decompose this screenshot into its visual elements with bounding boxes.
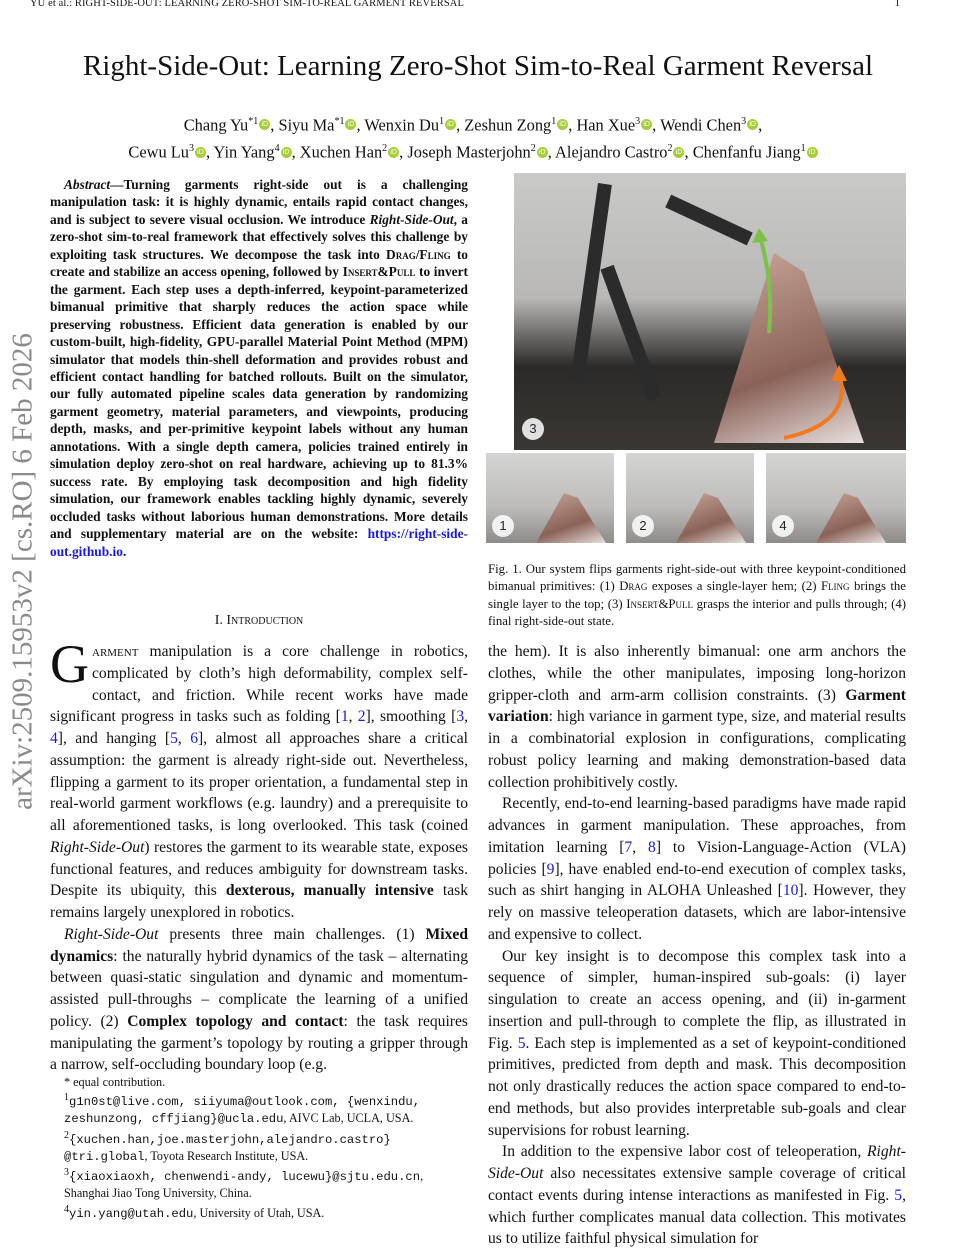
citation-link[interactable]: 5 (517, 1034, 526, 1052)
text-span: Fig. 1. Our system flips garments right-side-out with three keypoint-conditioned bimanual primitives: (1) (488, 562, 906, 594)
text-span: . Each step is implemented as a set of keypoint-conditioned primitives, predicted from depth and mask. This decomposition not only drastically reduces the action space compared to end-to-end methods, but also provides interpretable sub-goals and clear supervisions for robust learning. (488, 1034, 907, 1139)
author-name: Xuchen Han (299, 142, 383, 162)
text-span: Right-Side-Out (369, 211, 454, 227)
text-span: arment (92, 643, 139, 660)
affiliation-mark: 1 (439, 116, 445, 127)
paragraph (488, 1141, 906, 1250)
footnote (50, 1202, 468, 1222)
orcid-icon[interactable]: iD (345, 119, 356, 130)
text-span: grasps the interior and pulls through; (4) final right-side-out state. (488, 596, 906, 628)
footnotes (50, 1074, 468, 1222)
orcid-icon[interactable]: iD (195, 147, 206, 158)
author-name: Chenfanfu Jiang (692, 142, 801, 162)
text-span: , University of Utah, USA. (193, 1205, 325, 1220)
text-span: In addition to the expensive labor cost of teleoperation, (502, 1143, 868, 1161)
text-span: —Turning garments right-side out is a challenging manipulation task: it is highly dynamic, entails rapid contact changes, and is subject to severe visual occlusion. We introduce (50, 177, 468, 227)
text-span: . (122, 543, 127, 559)
footnote (50, 1128, 468, 1165)
text-span: , (632, 838, 649, 856)
text-span: ]. However, they rely on massive teleoperation datasets, which are labor-intensive and expensive to collect. (488, 882, 906, 943)
text-span: : the naturally hybrid dynamics of the task – alternating between quasi-static singulation and dynamic and momentum-assisted pull-throughs – complicate the learning of a unified policy. (2) (50, 947, 468, 1030)
author-line-1: Chang Yu$^{*1}$ iD , Siyu Ma$^{*1}$ iD , Wenxin Du$^1$ iD , Zeshun Zong$^1$ iD , Han Xue$^3$ iD , Wendi Chen$^3$ iD , (183, 115, 763, 135)
citation-link[interactable]: 3 (456, 708, 465, 726)
footnote-mark: 4 (64, 1203, 69, 1215)
citation-link[interactable]: 8 (648, 838, 656, 856)
affiliation-mark: *1 (248, 116, 259, 127)
orcid-icon[interactable]: iD (281, 147, 292, 158)
orcid-icon[interactable]: iD (807, 147, 818, 158)
running-head: YU et al.: RIGHT-SIDE-OUT: LEARNING ZERO-SHOT SIM-TO-REAL GARMENT REVERSAL (30, 0, 464, 9)
text-span: to invert the garment. Each step uses a depth-inferred, keypoint-parameterized bimanual primitive that sharply reduces the action space while preserving robustness. Efficient data generation is enabled by our custom-built, high-fidelity, GPU-parallel Material Point Method (MPM) simulator that models thin-shell deformation and provides robust and efficient contact handling for batched rollouts. Built on the simulator, our fully automated pipeline scales data generation by randomizing garment geometry, material parameters, and viewpoints, producing depth, masks, and per-primitive keypoint labels without any human annotations. With a single depth camera, policies trained entirely in simulation deploy zero-shot on real hardware, achieving up to 81.3% success rate. By employing task decomposition and high fidelity simulation, our framework enables tackling highly dynamic, severely occluded tasks without laborious human demonstrations. More details and supplementary material are on the website: (50, 264, 469, 542)
citation-link[interactable]: 7 (624, 838, 633, 856)
text-span: , AIVC Lab, UCLA, USA. (283, 1111, 414, 1126)
drop-cap: G (50, 634, 89, 694)
text-span: Mixed dynamics (50, 925, 468, 965)
author-line-2: Cewu Lu$^3$ iD , Yin Yang$^4$ iD , Xuchen Han$^2$ iD , Joseph Masterjohn$^2$ iD , Alejandro Castro$^2$ iD , Chenfanfu Jiang$^1$ iD (30, 137, 916, 164)
intro-left-column (50, 634, 469, 1076)
author-name: Wendi Chen (660, 115, 742, 135)
text-span: ], have enabled end-to-end execution of complex tasks, such as shirt hanging in ALOHA Unleashed [ (488, 860, 906, 900)
footnote-mark: 3 (64, 1167, 69, 1179)
text-span: the hem). It is also inherently bimanual: one arm anchors the clothes, while the other manipulates, imposing long-horizon gripper-cloth and arm-arm collision constraints. (3) (488, 643, 906, 704)
affiliation-mark: 3 (188, 143, 194, 155)
citation-link[interactable]: 1 (340, 708, 349, 726)
text-span: Garment variation (488, 686, 906, 726)
footnote-mark: 1 (64, 1092, 69, 1104)
orcid-icon[interactable]: iD (445, 119, 456, 130)
figure-label-4: 4 (772, 515, 794, 537)
author-list (30, 110, 916, 165)
footnote-mark: 2 (64, 1129, 69, 1141)
text-span: , (464, 708, 469, 726)
figure-label-2: 2 (632, 515, 654, 537)
figure-thumb-4 (766, 453, 906, 543)
citation-link[interactable]: 2 (357, 708, 366, 726)
email-text: g1n0st@live.com, siiyuma@outlook.com, {wenxindu, zeshunzong, cffjiang}@ucla.edu (64, 1095, 421, 1127)
footnote (50, 1090, 468, 1127)
orcid-icon[interactable]: iD (537, 147, 548, 158)
footnote (50, 1165, 468, 1201)
figure-label-3: 3 (522, 418, 544, 440)
affiliation-mark: 3 (741, 116, 747, 127)
text-span: Fling (820, 579, 850, 594)
orcid-icon[interactable]: iD (259, 119, 270, 130)
affiliation-mark: 3 (635, 116, 641, 127)
text-span: ], almost all approaches share a critical assumption: the garment is already right-side out. Nevertheless, flipping a garment to its proper orientation, a fundamental step in real-world garment workflows (e.g. laundry) and a prerequisite to all aforementioned tasks, is long overlooked. This task (coined (50, 730, 469, 834)
paper-title: Right-Side-Out: Learning Zero-Shot Sim-to-Real Garment Reversal (82, 50, 874, 82)
page-number: 1 (894, 0, 900, 9)
text-span: ) restores the garment to its wearable state, exposes functional features, and reduces ambiguity for downstream tasks. Despite its ubiquity, this (50, 838, 468, 900)
paragraph (488, 793, 906, 945)
orcid-icon[interactable]: iD (388, 147, 399, 158)
text-span: , which further complicates manual data collection. This motivates us to utilize faithful physical simulation for (488, 1186, 906, 1248)
section-heading-introduction: I. Introduction (214, 613, 304, 628)
website-link[interactable]: https://right-side-out.github.io (50, 526, 468, 559)
email-text: yin.yang@utah.edu (69, 1206, 194, 1221)
text-span: manipulation is a core challenge in robotics, complicated by cloth’s high deformability, complex self-contact, and friction. While recent works have made significant progress in tasks such as folding [ (50, 643, 468, 726)
citation-link[interactable]: 6 (190, 730, 199, 747)
intro-right-column (488, 641, 906, 1250)
text-span: to create and stabilize an access opening, followed by (50, 246, 468, 280)
text-span: Abstract (64, 177, 111, 192)
motion-arrows-icon (744, 223, 864, 443)
abstract-text (50, 176, 468, 560)
text-span: Right-Side-Out (64, 925, 159, 943)
text-span: Insert&Pull (626, 596, 694, 611)
author-name: Wenxin Du (364, 115, 440, 135)
text-span: Complex topology and contact (127, 1012, 344, 1030)
text-span: Right-Side-Out (488, 1143, 906, 1182)
text-span: also necessitates extensive sample coverage of critical contact events during intense interactions as manifested in Fig. (488, 1165, 906, 1204)
text-span: brings the single layer to the top; (3) (488, 579, 906, 611)
figure-thumb-1 (486, 453, 614, 543)
author-name: Joseph Masterjohn (407, 142, 531, 162)
text-span: ] to Vision-Language-Action (VLA) policies [ (488, 838, 906, 878)
figure-caption (488, 561, 906, 630)
paragraph (50, 924, 468, 1076)
text-span: Insert&Pull (342, 264, 416, 280)
author-name: Alejandro Castro (555, 142, 668, 162)
text-span: Recently, end-to-end learning-based paradigms have made rapid advances in garment manipulation. These approaches, from imitation learning [ (488, 795, 906, 856)
text-span: Our key insight is to decompose this complex task into a sequence of simpler, human-inspired sub-goals: (i) layer singulation to create an access opening, and (ii) in-garment insertion and pull-through to complete the flip, as illustrated in Fig. (488, 947, 906, 1052)
citation-link[interactable]: 5 (894, 1186, 903, 1204)
email-text: {xuchen.han,joe.masterjohn,alejandro.castro} @tri.global (64, 1132, 391, 1164)
text-span: Drag (619, 579, 648, 594)
author-name: Han Xue (576, 115, 636, 135)
text-span: presents three main challenges. (1) (158, 925, 426, 943)
author-name: Yin Yang (213, 142, 275, 162)
text-span: : high variance in garment type, size, and material results in a combinatorial explosion in configurations, complicating robust policy learning and making demonstration-based data collection prohibitively costly. (488, 708, 906, 791)
affiliation-mark: 2 (530, 143, 536, 155)
text-span: dexterous, manually intensive (225, 882, 434, 900)
citation-link[interactable]: 9 (546, 860, 555, 878)
arxiv-stamp: arXiv:2509.15953v2 [cs.RO] 6 Feb 2026 (6, 333, 39, 810)
text-span: , Shanghai Jiao Tong University, China. (64, 1169, 424, 1201)
text-span: ], and hanging [ (57, 730, 171, 747)
affiliation-mark: 1 (800, 143, 806, 155)
affiliation-mark: 4 (274, 143, 280, 155)
citation-link[interactable]: 5 (170, 730, 178, 747)
author-name: Zeshun Zong (464, 115, 552, 135)
citation-link[interactable]: 10 (782, 882, 799, 900)
author-name: Cewu Lu (128, 142, 189, 162)
author-name: Siyu Ma (278, 115, 335, 135)
orcid-icon[interactable]: iD (673, 147, 684, 158)
orcid-icon[interactable]: iD (641, 119, 652, 130)
paragraph (488, 641, 906, 793)
text-span: exposes a single-layer hem; (2) (647, 579, 821, 594)
abstract (50, 176, 468, 560)
affiliation-mark: *1 (334, 116, 345, 127)
text-span: ], smoothing [ (365, 708, 457, 726)
footnote (50, 1074, 468, 1090)
author-name: Chang Yu (183, 115, 249, 135)
figure-thumb-2 (626, 453, 754, 543)
affiliation-mark: 1 (551, 116, 557, 127)
orcid-icon[interactable]: iD (557, 119, 568, 130)
text-span: , Toyota Research Institute, USA. (144, 1148, 309, 1163)
text-span: Right-Side-Out (50, 838, 145, 856)
paragraph (50, 634, 469, 924)
text-span: : the task requires manipulating the garment’s topology by routing a gripper through a narrow, self-occluding boundary loop (e.g. (50, 1012, 468, 1074)
email-text: {xiaoxiaoxh, chenwendi-andy, lucewu}@sjtu.edu.cn (69, 1170, 421, 1185)
text-span: , (348, 708, 358, 726)
citation-link[interactable]: 4 (50, 730, 58, 747)
figure-main-photo (514, 173, 906, 450)
paragraph (488, 946, 906, 1142)
text-span: Drag/Fling (386, 246, 451, 262)
text-span: * equal contribution. (64, 1075, 166, 1089)
affiliation-mark: 2 (382, 143, 388, 155)
affiliation-mark: 2 (667, 143, 673, 155)
text-span: , a zero-shot sim-to-real framework that effectively solves this challenge by exploiting task structures. We decompose the task into (50, 211, 469, 262)
orcid-icon[interactable]: iD (747, 119, 758, 130)
text-span: task remains largely unexplored in robotics. (50, 882, 468, 921)
figure-label-1: 1 (492, 515, 514, 537)
text-span: , (177, 730, 191, 747)
